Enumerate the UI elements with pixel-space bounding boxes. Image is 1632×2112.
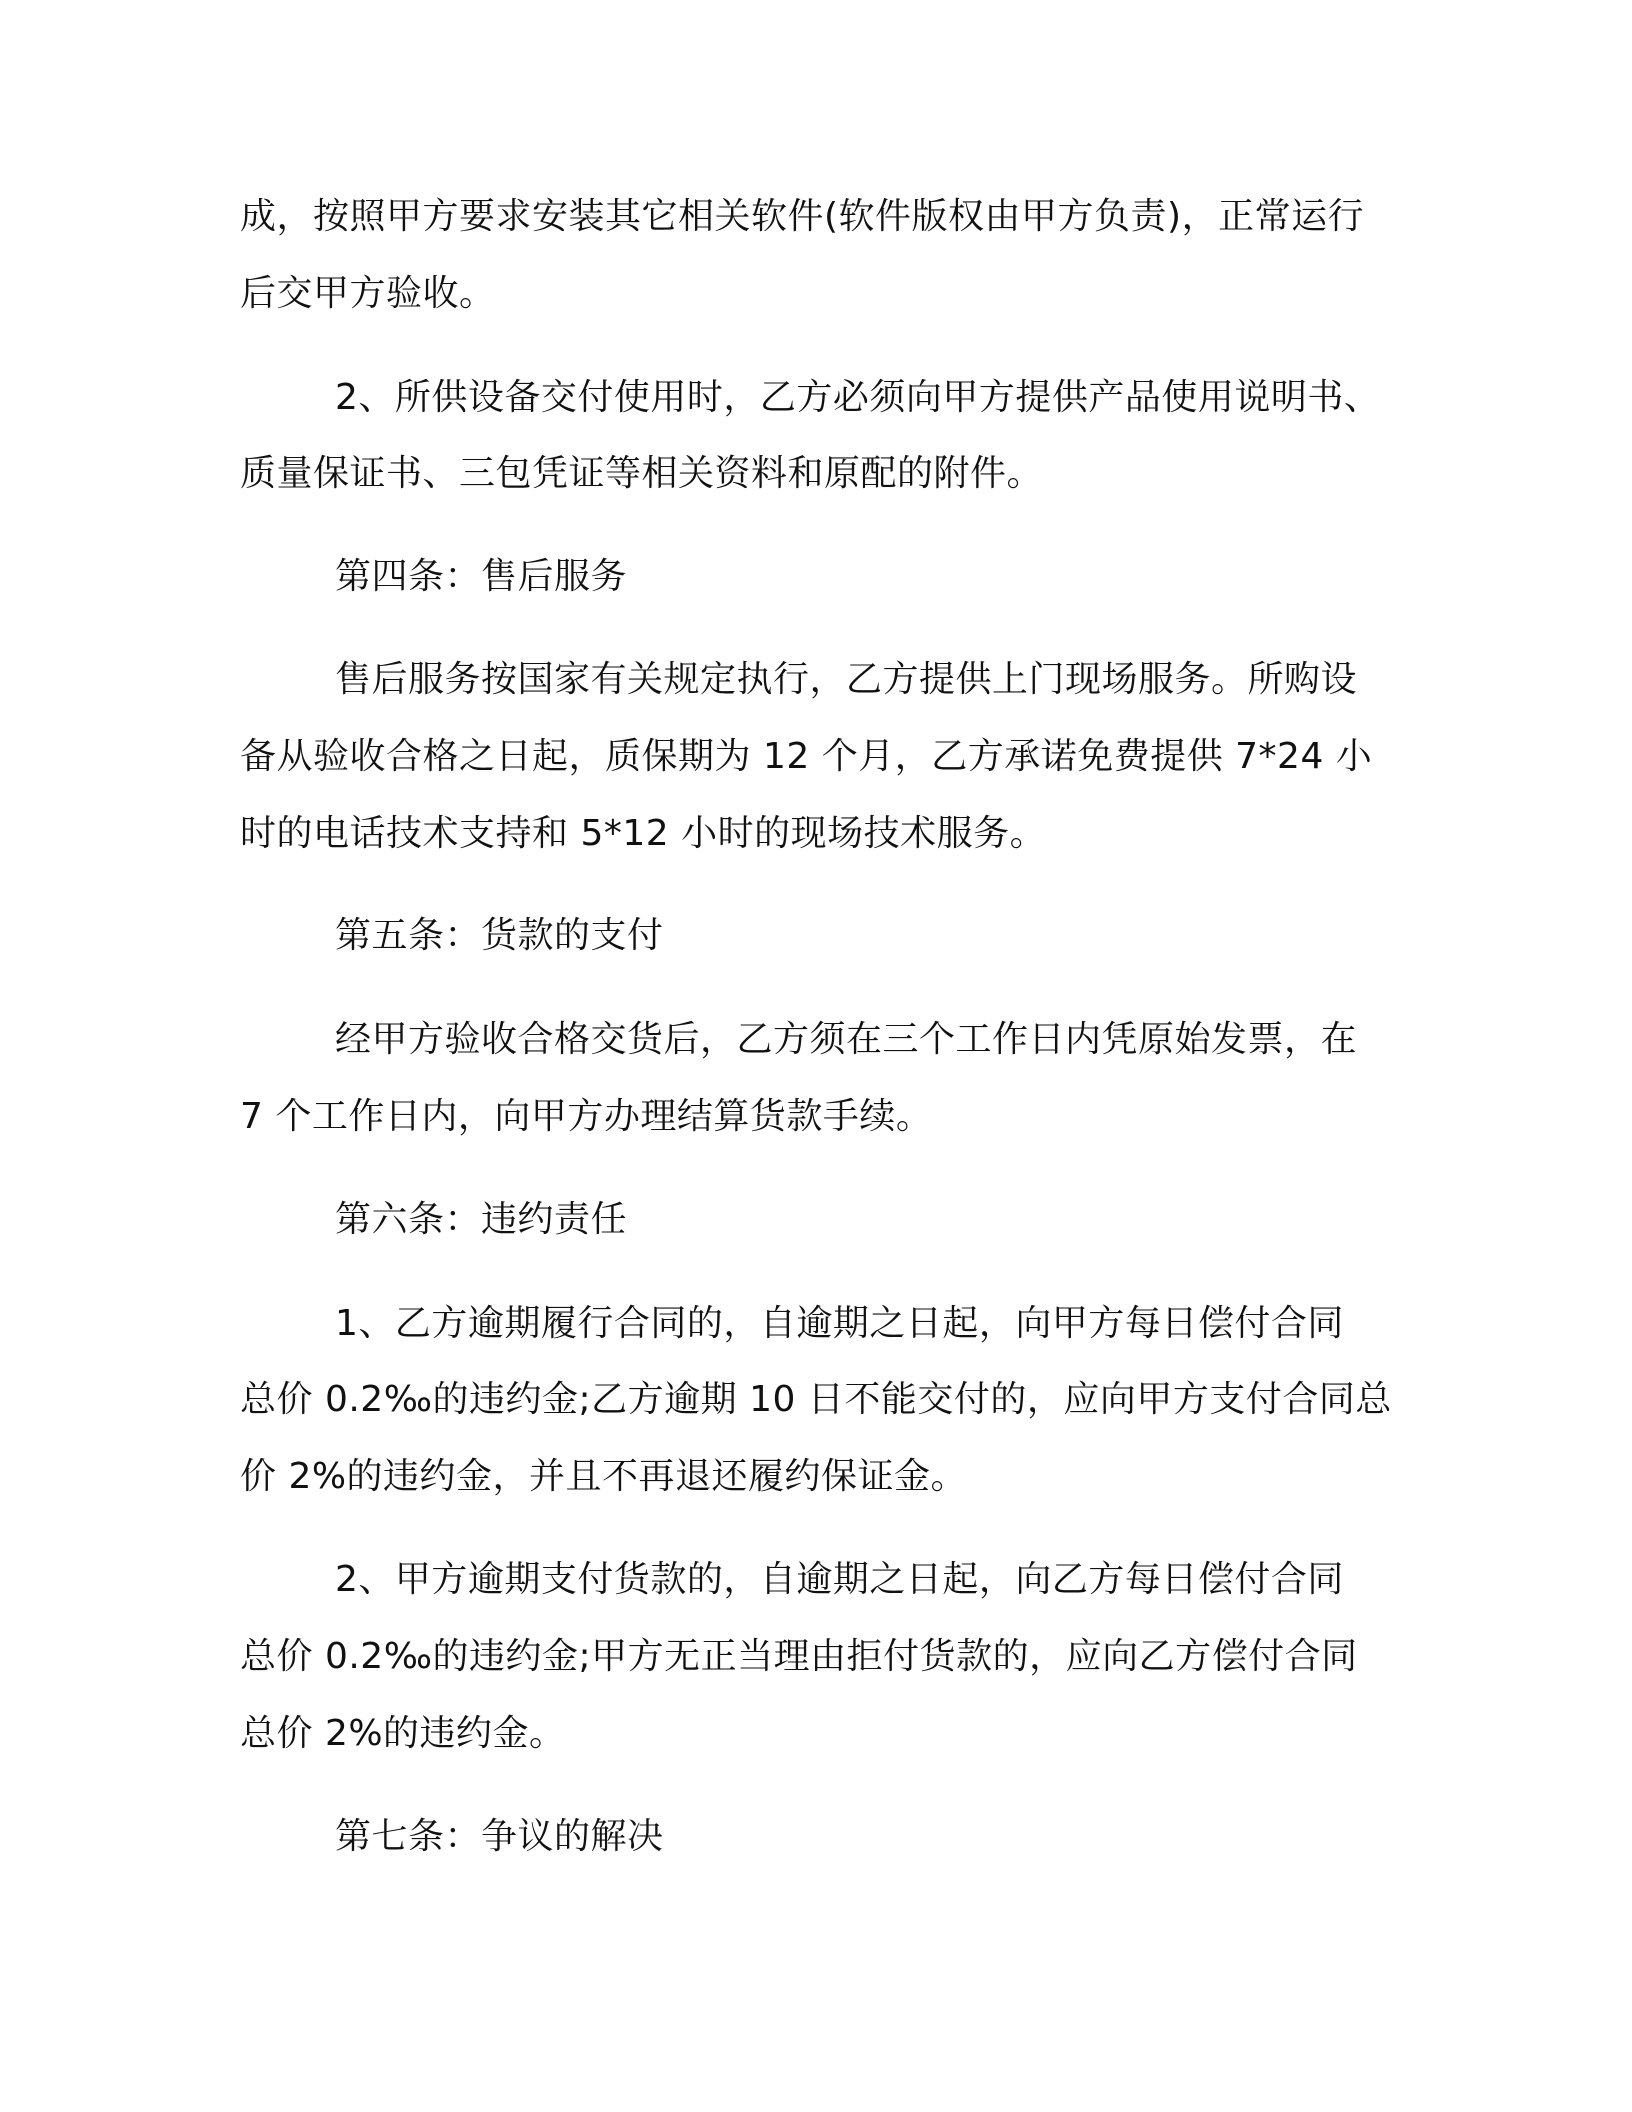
text-line: 质量保证书、三包凭证等相关资料和原配的附件。 — [240, 453, 1044, 494]
text-line: 成，按照甲方要求安装其它相关软件(软件版权由甲方负责)，正常运行 — [240, 196, 1365, 237]
section-heading-article-4: 第四条：售后服务 — [335, 556, 628, 597]
section-heading-article-5: 第五条：货款的支付 — [335, 915, 664, 956]
text-line: 总价 2%的违约金。 — [240, 1713, 566, 1754]
text-line: 7 个工作日内，向甲方办理结算货款手续。 — [240, 1096, 933, 1137]
text-line: 后交甲方验收。 — [240, 273, 496, 314]
paragraph-line: 售后服务按国家有关规定执行，乙方提供上门现场服务。所购设 — [335, 659, 1358, 700]
text-line: 总价 0.2‰的违约金;甲方无正当理由拒付货款的，应向乙方偿付合同 — [240, 1636, 1358, 1677]
paragraph-line: 2、甲方逾期支付货款的，自逾期之日起，向乙方每日偿付合同 — [335, 1559, 1344, 1600]
section-heading-article-7: 第七条：争议的解决 — [335, 1816, 664, 1857]
text-line: 时的电话技术支持和 5*12 小时的现场技术服务。 — [240, 813, 1047, 854]
text-line: 备从验收合格之日起，质保期为 12 个月，乙方承诺免费提供 7*24 小 — [240, 736, 1373, 777]
text-line: 总价 0.2‰的违约金;乙方逾期 10 日不能交付的，应向甲方支付合同总 — [240, 1379, 1392, 1420]
section-heading-article-6: 第六条：违约责任 — [335, 1199, 628, 1240]
paragraph-line: 1、乙方逾期履行合同的，自逾期之日起，向甲方每日偿付合同 — [335, 1303, 1344, 1344]
text-line: 价 2%的违约金，并且不再退还履约保证金。 — [240, 1456, 968, 1497]
paragraph-line: 2、所供设备交付使用时，乙方必须向甲方提供产品使用说明书、 — [335, 377, 1381, 418]
paragraph-line: 经甲方验收合格交货后，乙方须在三个工作日内凭原始发票，在 — [335, 1019, 1358, 1060]
